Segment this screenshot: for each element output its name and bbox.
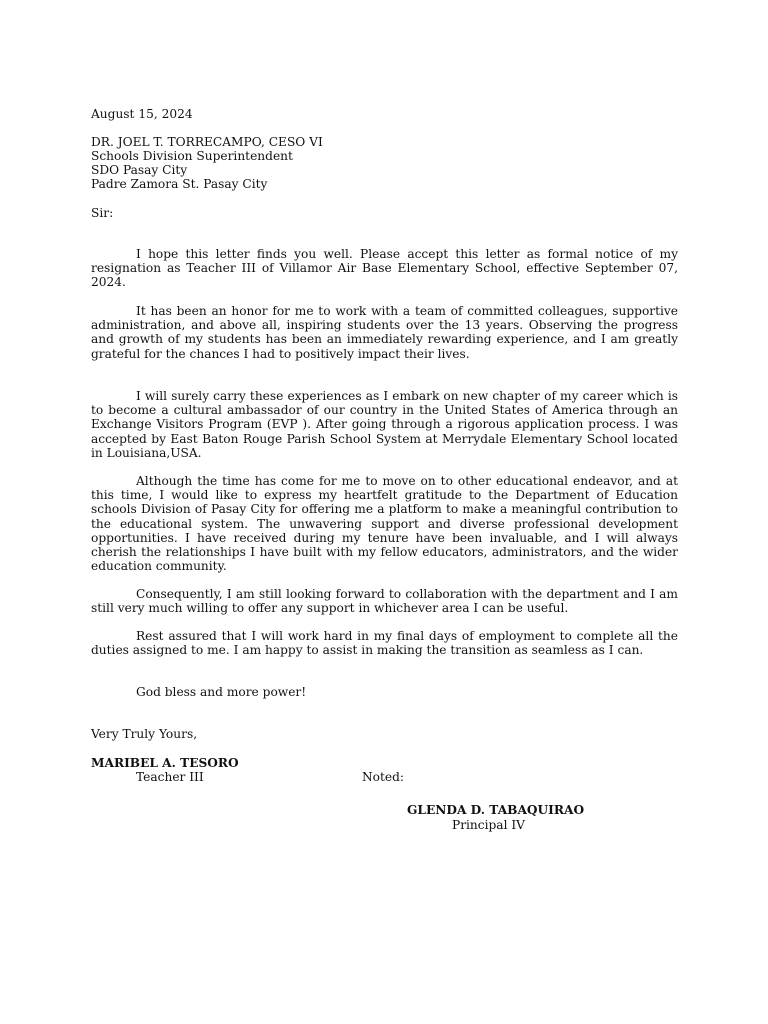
closing: Very Truly Yours, <box>91 727 198 741</box>
body-paragraph-3: I will surely carry these experiences as I embark on new chapter of my career which is to become a cultural ambassador of our country in the United States of America through an Exchange Visitors Program (EVP ). After going through a rigorous application process. I was accepted by East Baton Rouge Parish School System at Merrydale Elementary School located in Louisiana,USA. <box>91 389 678 460</box>
noted-label: Noted: <box>362 770 405 784</box>
recipient-address: Padre Zamora St. Pasay City <box>91 177 268 191</box>
recipient-office: SDO Pasay City <box>91 163 188 177</box>
recipient-name: DR. JOEL T. TORRECAMPO, CESO VI <box>91 135 323 149</box>
body-paragraph-4: Although the time has come for me to move on to other educational endeavor, and at this time, I would like to express my heartfelt gratitude to the Department of Education schools Division of Pasay City for offering me a platform to make a meaningful contribution to the educational system. The unwavering support and diverse professional development opportunities. I have received during my tenure have been invaluable, and I will always cherish the relationships I have built with my fellow educators, administrators, and the wider education community. <box>91 474 678 574</box>
body-paragraph-1: I hope this letter finds you well. Please accept this letter as formal notice of my resignation as Teacher III of Villamor Air Base Elementary School, effective September 07, 2024. <box>91 247 678 290</box>
body-paragraph-6: Rest assured that I will work hard in my final days of employment to complete all the duties assigned to me. I am happy to assist in making the transition as seamless as I can. <box>91 629 678 658</box>
approver-position: Principal IV <box>452 818 525 832</box>
sender-name: MARIBEL A. TESORO <box>91 756 239 770</box>
sender-position: Teacher III <box>136 770 204 784</box>
letter-date: August 15, 2024 <box>91 107 193 121</box>
salutation: Sir: <box>91 206 114 220</box>
body-paragraph-5: Consequently, I am still looking forward to collaboration with the department and I am still very much willing to offer any support in whichever area I can be useful. <box>91 587 678 616</box>
approver-name: GLENDA D. TABAQUIRAO <box>407 803 585 817</box>
body-paragraph-2: It has been an honor for me to work with a team of committed colleagues, supportive administration, and above all, inspiring students over the 13 years. Observing the progress and growth of my students has been an immediately rewarding experience, and I am greatly grateful for the chances I had to positively impact their lives. <box>91 304 678 361</box>
recipient-title: Schools Division Superintendent <box>91 149 293 163</box>
body-paragraph-7: God bless and more power! <box>136 685 307 699</box>
